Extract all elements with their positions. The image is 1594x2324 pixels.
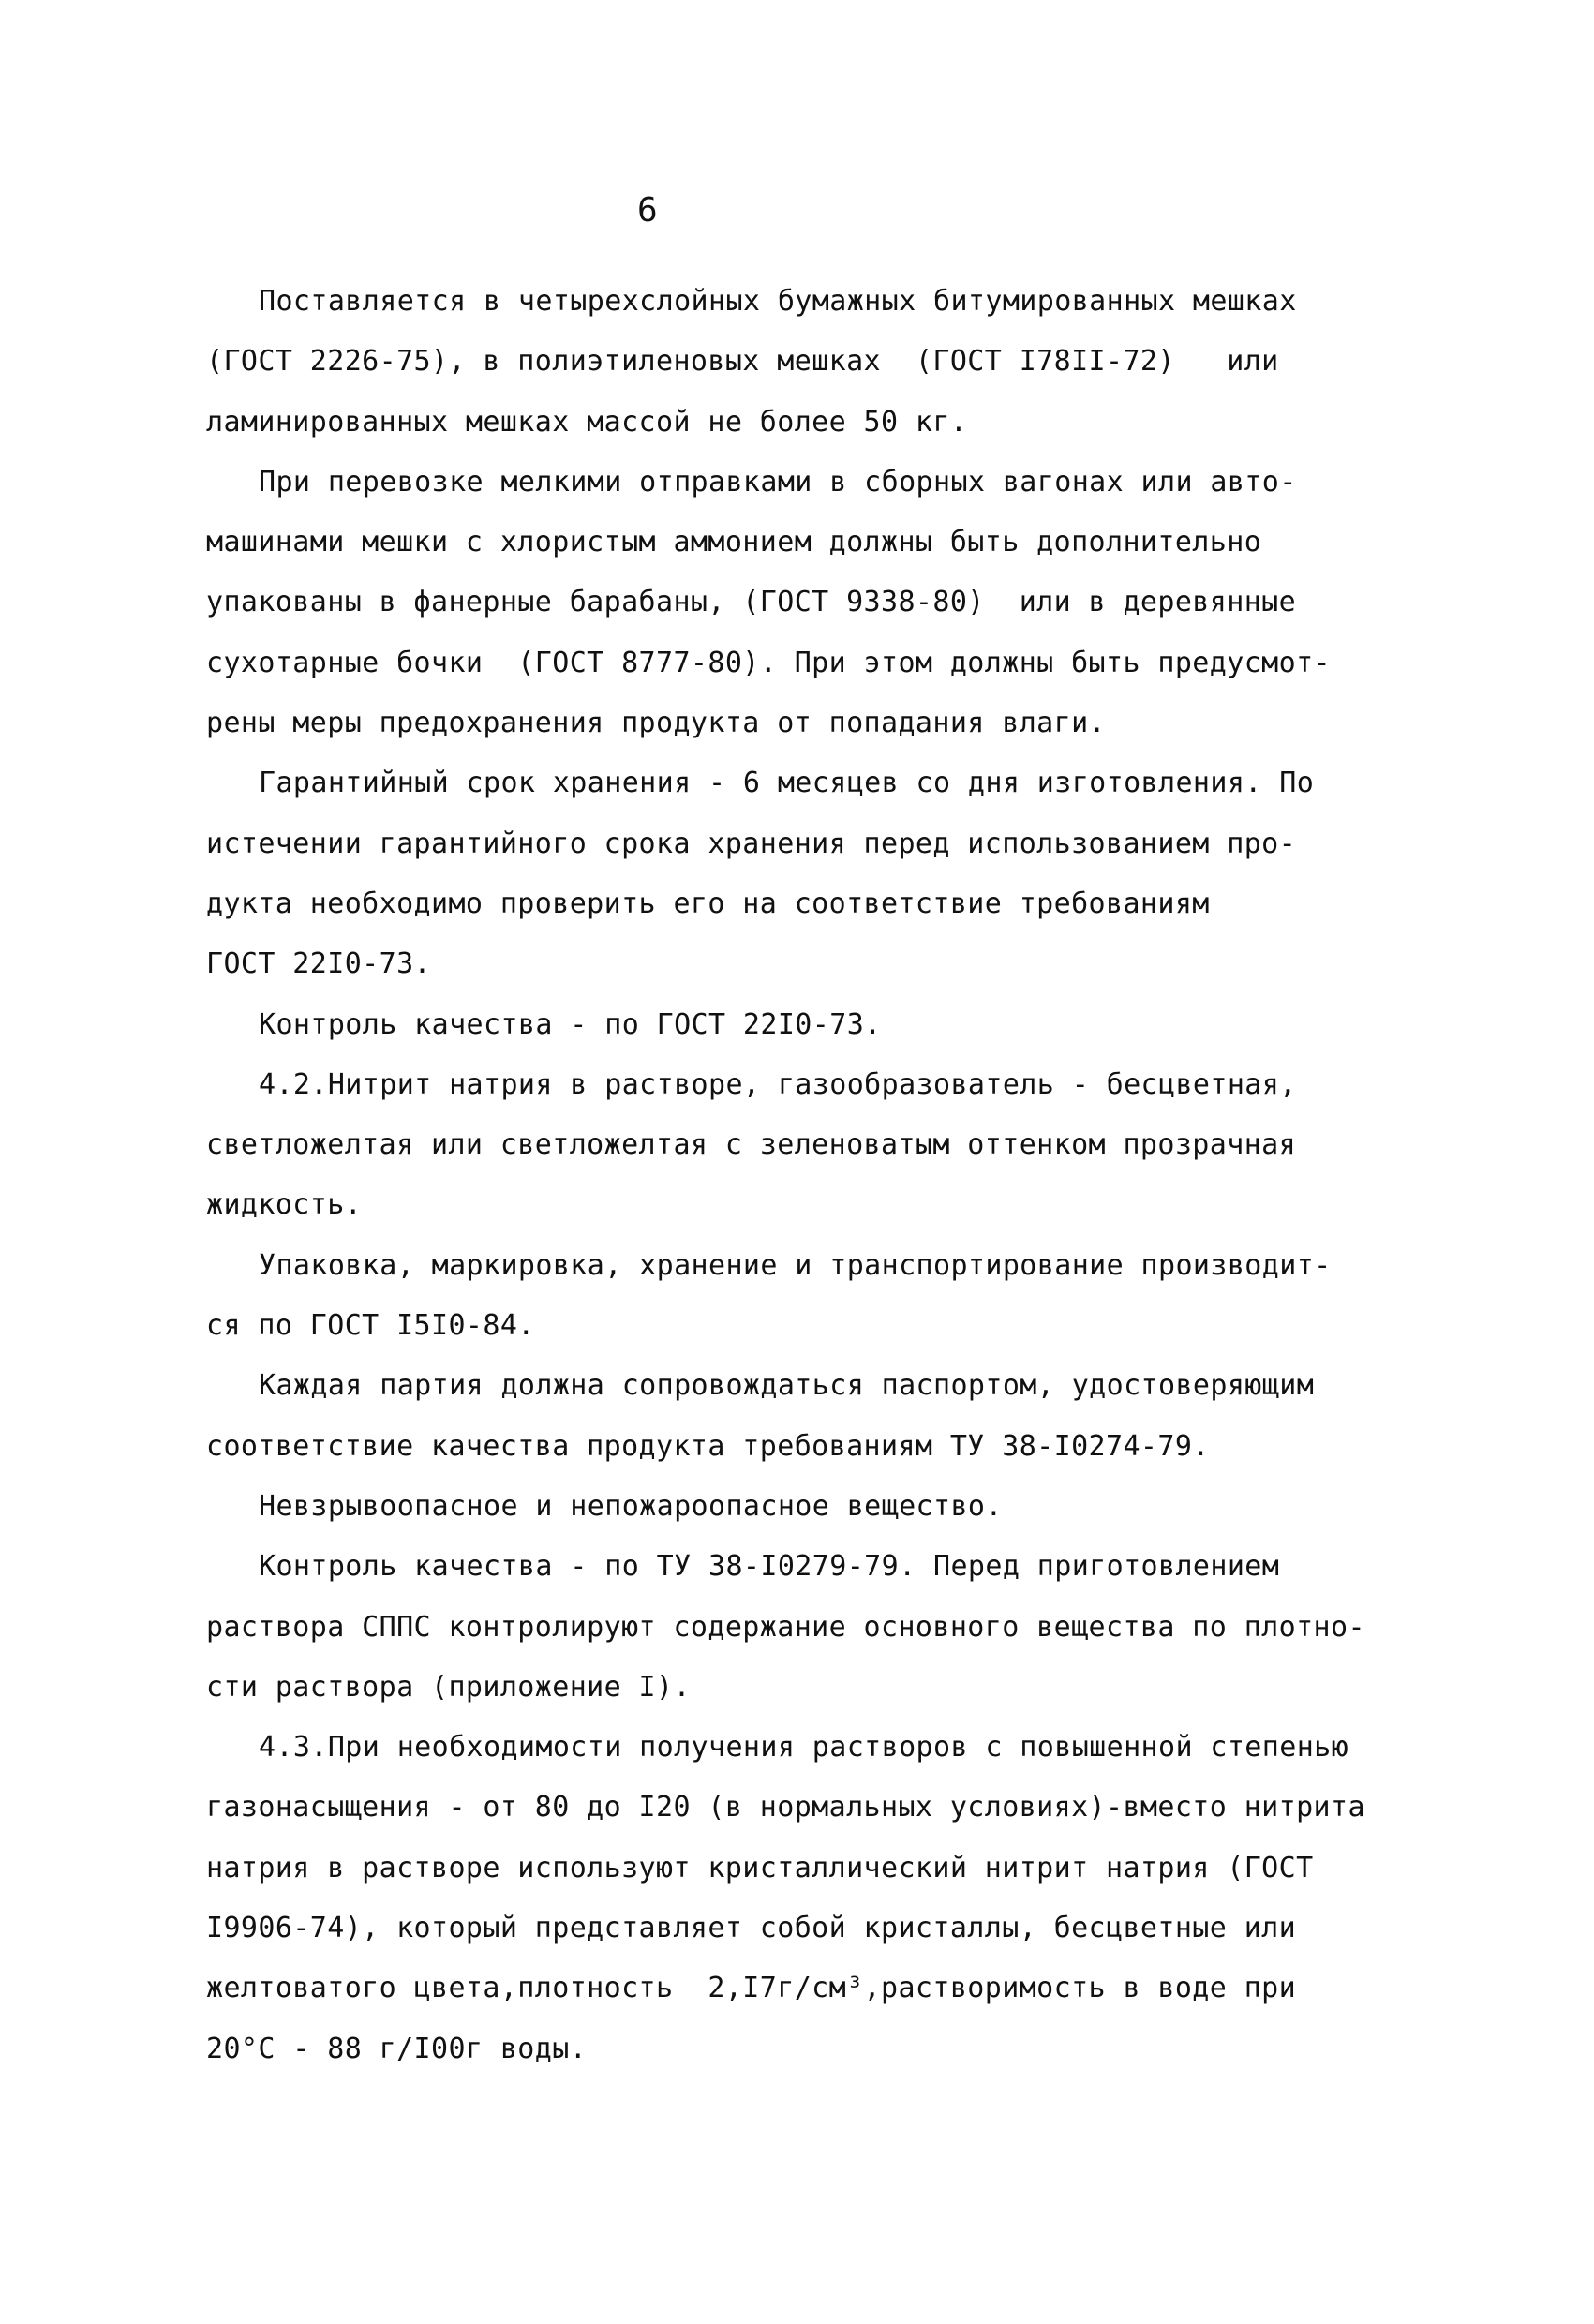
text-line: дукта необходимо проверить его на соответствие требованиям — [206, 886, 1210, 920]
text-line: сти раствора (приложение I). — [206, 1670, 691, 1704]
text-line: Невзрывоопасное и непожароопасное вещество. — [259, 1489, 1003, 1523]
text-line: Упаковка, маркировка, хранение и транспортирование производит- — [259, 1248, 1332, 1282]
text-line: Контроль качества - по ТУ 38-I0279-79. Перед приготовлением — [259, 1550, 1280, 1584]
text-line: упакованы в фанерные барабаны, (ГОСТ 9338-80) или в деревянные — [206, 586, 1297, 619]
text-line: газонасыщения - от 80 до I20 (в нормальных условиях)-вместо нитрита — [206, 1791, 1365, 1825]
text-line: натрия в растворе используют кристаллический нитрит натрия (ГОСТ — [206, 1851, 1314, 1885]
text-line: соответствие качества продукта требованиям ТУ 38-I0274-79. — [206, 1429, 1210, 1463]
text-line: ламинированных мешках массой не более 50 кг. — [206, 405, 968, 439]
text-line: Каждая партия должна сопровождаться паспортом, удостоверяющим — [259, 1369, 1315, 1403]
text-line: При перевозке мелкими отправками в сборных вагонах или авто- — [259, 465, 1297, 499]
text-line: 20°С - 88 г/I00г воды. — [206, 2032, 588, 2065]
text-line: I9906-74), который представляет собой кристаллы, бесцветные или — [206, 1912, 1297, 1945]
text-line: сухотарные бочки (ГОСТ 8777-80). При этом должны быть предусмот- — [206, 646, 1331, 679]
text-line: светложелтая или светложелтая с зеленоватым оттенком прозрачная — [206, 1128, 1297, 1162]
text-line: раствора СППС контролируют содержание основного вещества по плотно- — [206, 1610, 1365, 1644]
text-line: ся по ГОСТ I5I0-84. — [206, 1309, 535, 1343]
text-line: 4.2.Нитрит натрия в растворе, газообразователь - бесцветная, — [259, 1067, 1297, 1101]
text-line: Поставляется в четырехслойных бумажных битумированных мешках — [259, 285, 1297, 318]
text-line: Контроль качества - по ГОСТ 22I0-73. — [259, 1007, 882, 1041]
text-line: жидкость. — [206, 1188, 363, 1222]
text-line: истечении гарантийного срока хранения перед использованием про- — [206, 827, 1297, 860]
text-line: Гарантийный срок хранения - 6 месяцев со дня изготовления. По — [259, 767, 1315, 800]
text-line: машинами мешки с хлористым аммонием должны быть дополнительно — [206, 526, 1262, 559]
page-number: 6 — [637, 191, 658, 230]
text-line: рены меры предохранения продукта от попадания влаги. — [206, 707, 1106, 740]
text-line: (ГОСТ 2226-75), в полиэтиленовых мешках (ГОСТ I78II-72) или — [206, 345, 1279, 379]
text-line: желтоватого цвета,плотность 2,I7г/см³,растворимость в воде при — [206, 1972, 1297, 2005]
text-line: ГОСТ 22I0-73. — [206, 947, 431, 981]
body-text — [206, 272, 1443, 2079]
text-line: 4.3.При необходимости получения растворов с повышенной степенью — [259, 1731, 1349, 1765]
